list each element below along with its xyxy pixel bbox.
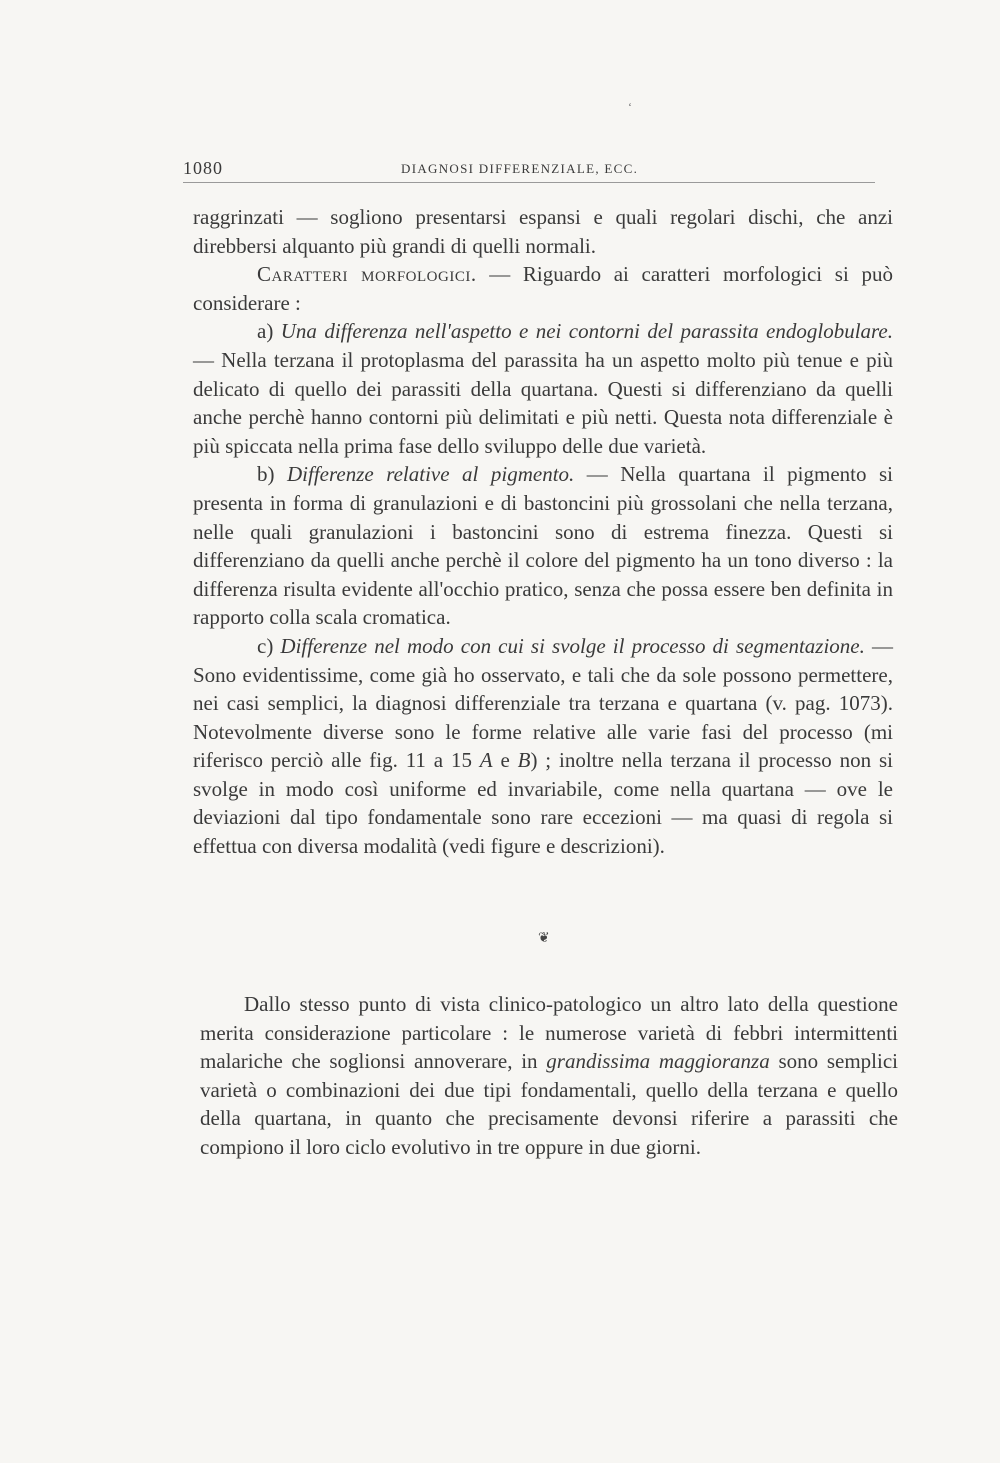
final-text-2: sono semplici varietà o combinazioni dei due tipi fondamentali, quello della terzana e quello della quartana, in quanto che precisamente devonsi riferire a parassiti che compiono il loro ciclo evolutivo in tre oppure in due giorni. <box>200 1049 899 1159</box>
paragraph-c <box>193 632 893 861</box>
page-header <box>183 158 875 183</box>
paragraph-1: raggrinzati — sogliono presentarsi espansi e quali regolari dischi, che anzi direbbersi alquanto più grandi di quelli normali. <box>193 205 893 258</box>
item-text-c-3: ) ; inoltre nella terzana il processo non si svolge in modo così uniforme ed invariabile, come nella quartana — ove le deviazioni dal tipo fondamentale sono rare eccezioni — ma quasi di regola si effettua con diversa modalità (vedi figure e descrizioni). <box>193 748 893 859</box>
stray-mark: ʻ <box>628 100 632 114</box>
item-label-b: b) <box>257 462 287 487</box>
section-heading: Caratteri morfologici. <box>257 262 477 287</box>
figure-ref-a: A <box>479 748 493 773</box>
paragraph-a <box>193 317 893 460</box>
item-text-c-1: — Sono evidentissime, come già ho osservato, e tali che da sole possono permettere, nei casi semplici, la diagnosi differenziale tra terzana e quartana (v. pag. 1073). Notevolmente diverse sono le forme relative alle varie fasi del processo (mi riferisco perciò alle fig. 11 a 15 <box>193 633 893 773</box>
item-title-b: Differenze relative al pigmento. <box>287 462 575 487</box>
paragraph-2 <box>193 260 893 317</box>
final-text-1: Dallo stesso punto di vista clinico-patologico un altro lato della questione merita considerazione particolare : le numerose varietà di febbri intermittenti malariche che soglionsi annoverare, in <box>200 992 898 1074</box>
final-emphasis: grandissima maggioranza <box>546 1049 770 1074</box>
paragraph-final <box>200 990 898 1162</box>
item-text-c-2: e <box>492 748 518 773</box>
ornament-icon: ❦ <box>538 931 550 946</box>
item-label-a: a) <box>257 319 281 344</box>
paragraph-b <box>193 460 893 632</box>
item-text-b: — Nella quartana il pigmento si presenta in forma di granulazioni e di bastoncini più grossolani che nella terzana, nelle quali granulazioni i bastoncini sono di estrema finezza. Questi si differenziano da quelli anche perchè il colore del pigmento ha un tono diverso : la differenza risulta evidente all'occhio pratico, senza che possa essere ben definita in rapporto colla scala cromatica. <box>193 462 894 630</box>
figure-ref-b: B <box>517 748 531 773</box>
item-title-a: Una differenza nell'aspetto e nei contorni del parassita endoglobulare. <box>280 319 893 344</box>
item-label-c: c) <box>257 633 281 658</box>
main-text <box>193 203 893 861</box>
item-title-c: Differenze nel modo con cui si svolge il processo di segmentazione. <box>280 633 865 658</box>
running-title: DIAGNOSI DIFFERENZIALE, ECC. <box>401 161 639 176</box>
page-number: 1080 <box>183 158 223 178</box>
paragraph-2-text: — Riguardo ai caratteri morfologici si può considerare : <box>193 262 893 315</box>
item-text-a: — Nella terzana il protoplasma del parassita ha un aspetto molto più tenue e più delicato di quello dei parassiti della quartana. Questi si differenziano da quelli anche perchè hanno contorni più delimitati e più netti. Questa nota differenziale è più spiccata nella prima fase dello sviluppo delle due varietà. <box>193 347 893 458</box>
